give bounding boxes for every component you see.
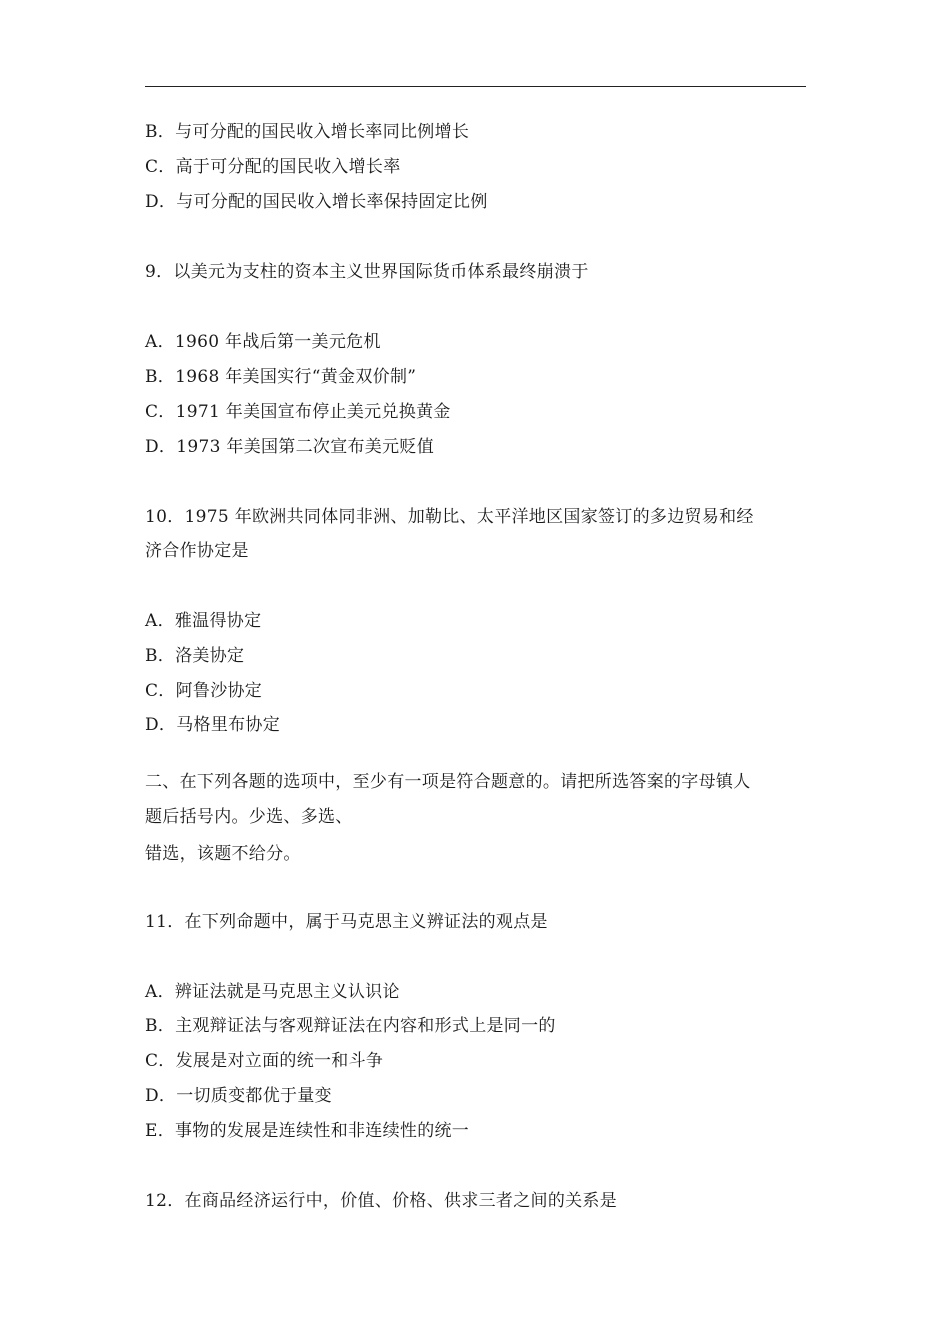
q11-stem: 11．在下列命题中，属于马克思主义辨证法的观点是 — [145, 912, 548, 932]
q11-option-a: A．辨证法就是马克思主义认识论 — [145, 982, 400, 1002]
q9-option-c: C．1971 年美国宣布停止美元兑换黄金 — [145, 402, 451, 422]
q12-stem: 12．在商品经济运行中，价值、价格、供求三者之间的关系是 — [145, 1191, 618, 1211]
q11-option-c: C．发展是对立面的统一和斗争 — [145, 1051, 384, 1071]
q9-option-a: A．1960 年战后第一美元危机 — [145, 332, 381, 352]
q10-option-b: B．洛美协定 — [145, 646, 245, 666]
q10-option-d: D．马格里布协定 — [145, 715, 281, 735]
q8-option-d: D．与可分配的国民收入增长率保持固定比例 — [145, 192, 488, 212]
q9-stem: 9．以美元为支柱的资本主义世界国际货币体系最终崩溃于 — [145, 262, 589, 282]
section2-instruction-line-3: 错选，该题不给分。 — [145, 844, 301, 864]
q10-option-c: C．阿鲁沙协定 — [145, 681, 263, 701]
q11-option-d: D．一切质变都优于量变 — [145, 1086, 332, 1106]
q10-option-a: A．雅温得协定 — [145, 611, 262, 631]
section2-instruction-line-2: 题后括号内。少选、多选、 — [145, 807, 353, 827]
q8-option-b: B．与可分配的国民收入增长率同比例增长 — [145, 122, 470, 142]
section2-instruction-line-1: 二、在下列各题的选项中，至少有一项是符合题意的。请把所选答案的字母镇人 — [145, 772, 751, 792]
header-rule — [145, 86, 806, 87]
q8-option-c: C．高于可分配的国民收入增长率 — [145, 157, 401, 177]
q9-option-b: B．1968 年美国实行“黄金双价制” — [145, 367, 417, 387]
q11-option-e: E．事物的发展是连续性和非连续性的统一 — [145, 1121, 470, 1141]
q9-option-d: D．1973 年美国第二次宣布美元贬值 — [145, 437, 434, 457]
q10-stem-line-2: 济合作协定是 — [145, 541, 249, 561]
q11-option-b: B．主观辩证法与客观辩证法在内容和形式上是同一的 — [145, 1016, 556, 1036]
q10-stem-line-1: 10．1975 年欧洲共同体同非洲、加勒比、太平洋地区国家签订的多边贸易和经 — [145, 507, 754, 527]
